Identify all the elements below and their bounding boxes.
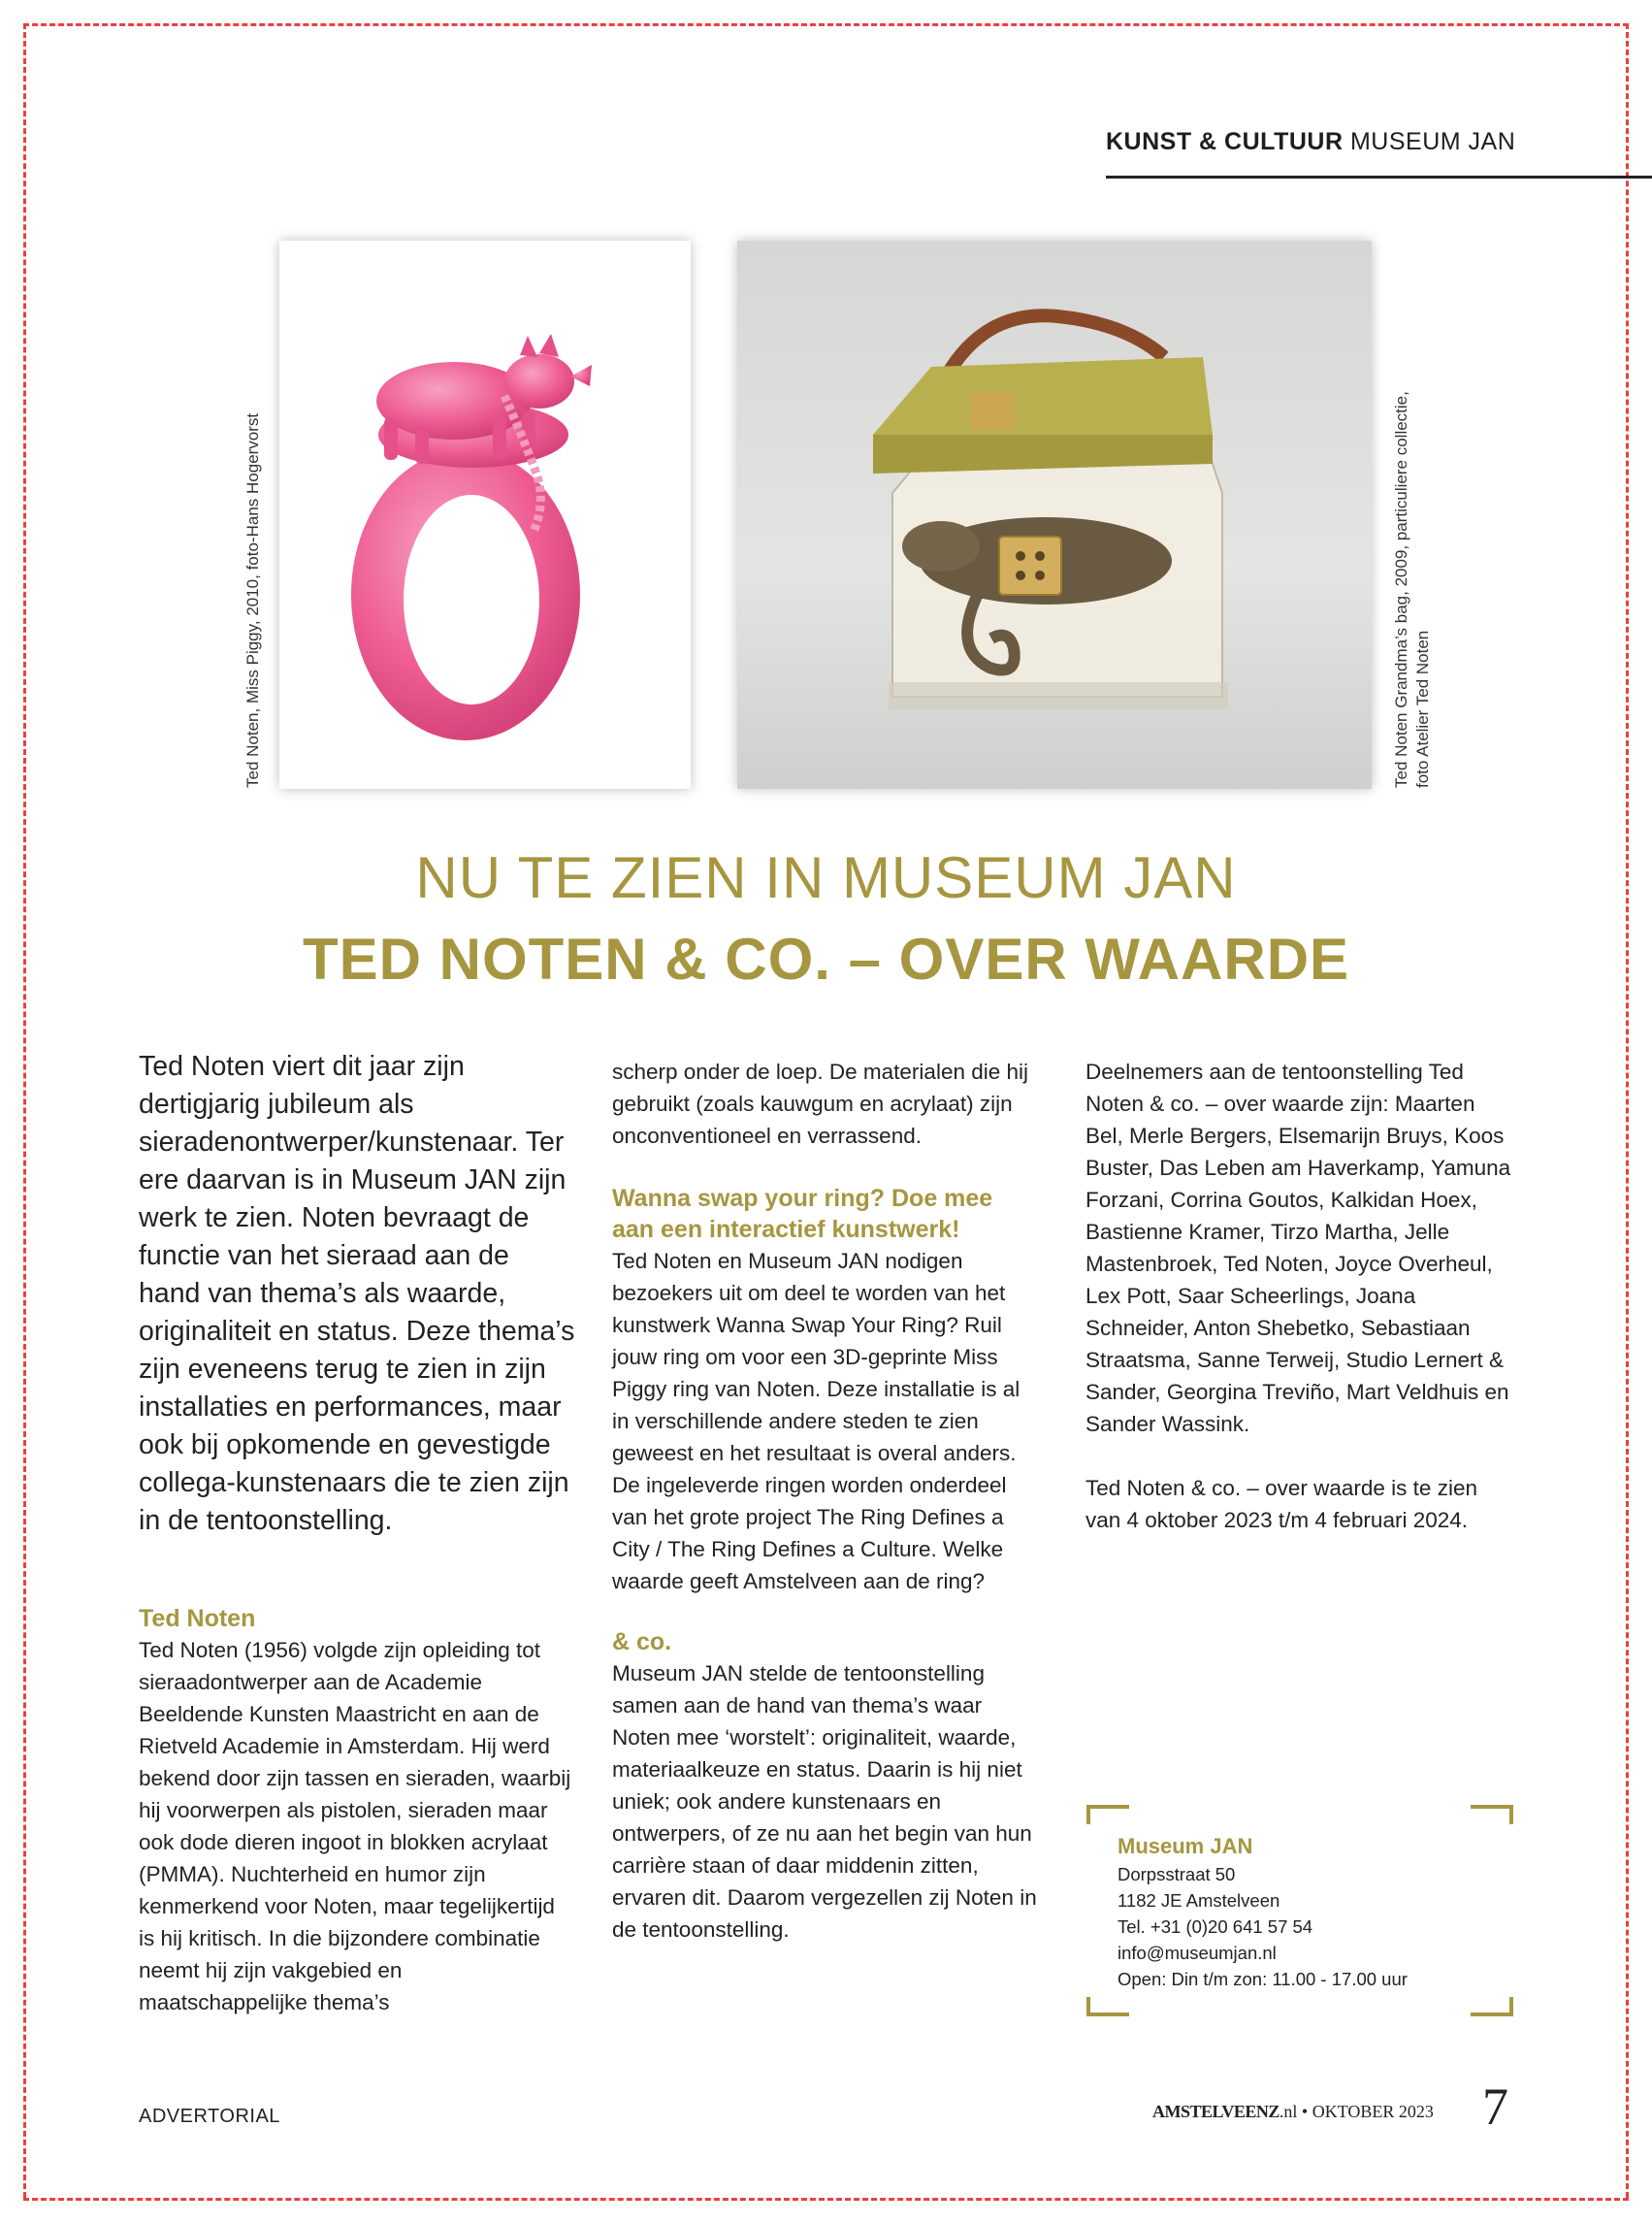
bag-photo xyxy=(737,241,1372,789)
ted-noten-text: Ted Noten (1956) volgde zijn opleiding tot sieraadontwerper aan de Academie Beeldende Kunsten Maastricht en aan de Rietveld Academie in Amsterdam. Hij werd bekend door zijn tassen en sieraden, waarbij hij voorwerpen als pistolen, sieraden maar ook dode dieren ingoot in blokken acrylaat (PMMA). Nuchterheid en humor zijn kenmerkend voor Noten, maar tegelijkertijd is hij kritisch. In die bijzondere combinatie neemt hij zijn vakgebied en maatschappelijke thema’s xyxy=(139,1638,571,2014)
museum-email: info@museumjan.nl xyxy=(1118,1943,1277,1963)
co-heading: & co. xyxy=(612,1628,672,1655)
ted-noten-section xyxy=(139,1603,575,2018)
headline: TED NOTEN & CO. – OVER WAARDE xyxy=(302,927,1350,992)
co-text: Museum JAN stelde de tentoonstelling samen aan de hand van thema’s waar Noten mee ‘worstelt’: originaliteit, waarde, materiaalkeuze en status. Daarin is hij niet uniek; ook andere kunstenaars en ontwerpers, of ze nu aan het begin van hun carrière staan of daar middenin zitten, ervaren dit. Daarom vergezellen zij Noten in de tentoonstelling. xyxy=(612,1661,1037,1942)
cut-border-bottom xyxy=(23,2198,1629,2201)
museum-info-box xyxy=(1086,1805,1513,2016)
participants-text: Deelnemers aan de tentoonstelling Ted Noten & co. – over waarde zijn: Maarten Bel, Merle Bergers, Elsemarijn Bruys, Koos Buster, Das Leben am Haverkamp, Yamuna Forzani, Corrina Goutos, Kalkidan Hoex, Bastienne Kramer, Tirzo Martha, Jelle Mastenbroek, Ted Noten, Joyce Overheul, Lex Pott, Saar Scheerlings, Joana Schneider, Anton Shebetko, Sebastiaan Straatsma, Sanne Terweij, Studio Lernert & Sander, Georgina Treviño, Mart Veldhuis en Sander Wassink. xyxy=(1085,1060,1511,1436)
magazine-suffix: .nl xyxy=(1279,2102,1298,2121)
magazine-footer xyxy=(1152,2102,1434,2122)
ted-noten-heading: Ted Noten xyxy=(139,1605,256,1632)
magazine-name: AMSTELVEENZ xyxy=(1152,2102,1279,2121)
frame-corner xyxy=(1086,1997,1129,2016)
continued-text: scherp onder de loep. De materialen die hij gebruikt (zoals kauwgum en acrylaat) zijn onconventioneel en verrassend. xyxy=(612,1060,1029,1148)
bag-caption xyxy=(1391,391,1434,788)
bag-caption-line2: foto Atelier Ted Noten xyxy=(1413,630,1432,788)
issue-date: • OKTOBER 2023 xyxy=(1301,2102,1434,2121)
pig-ring-image xyxy=(279,241,691,789)
ring-caption: Ted Noten, Miss Piggy, 2010, foto-Hans Hogervorst xyxy=(243,412,262,788)
lead-paragraph: Ted Noten viert dit jaar zijn dertigjarig jubileum als sieradenontwerper/kunstenaar. Ter ere daarvan is in Museum JAN zijn werk te zien. Noten bevraagt de functie van het sieraad aan de hand van thema’s als waarde, originaliteit en status. Deze thema’s zijn eveneens terug te zien in zijn installaties en performances, maar ook bij opkomende en gevestigde collega-kunstenaars die te zien zijn in de tentoonstelling. xyxy=(139,1051,575,1536)
page-number: 7 xyxy=(1482,2078,1508,2136)
section-category: KUNST & CULTUUR xyxy=(1106,128,1344,155)
section-rule xyxy=(1106,176,1652,179)
swap-text: Ted Noten en Museum JAN nodigen bezoekers uit om deel te worden van het kunstwerk Wanna Swap Your Ring? Ruil jouw ring om voor een 3D-geprinte Miss Piggy ring van Noten. Deze installatie is al in verschillende andere steden te zien geweest en het resultaat is overal anders. De ingeleverde ringen worden onderdeel van het grote project The Ring Defines a City / The Ring Defines a Culture. Welke waarde geeft Amstelveen aan de ring? xyxy=(612,1249,1020,1593)
ring-photo xyxy=(279,241,691,789)
kicker: NU TE ZIEN IN MUSEUM JAN xyxy=(415,845,1237,910)
bag-caption-line1: Ted Noten Grandma’s bag, 2009, particuliere collectie, xyxy=(1392,391,1410,788)
museum-street: Dorpsstraat 50 xyxy=(1118,1864,1236,1884)
frame-corner xyxy=(1471,1997,1513,2016)
column-2 xyxy=(612,1056,1039,1946)
section-header xyxy=(1106,128,1515,156)
museum-name: Museum JAN xyxy=(1118,1834,1253,1858)
cut-border-top xyxy=(23,23,1629,26)
cut-border-left xyxy=(23,23,26,2198)
chameleon-bag-image xyxy=(737,241,1372,789)
swap-heading: Wanna swap your ring? Doe mee aan een interactief kunstwerk! xyxy=(612,1185,993,1243)
advertorial-label: ADVERTORIAL xyxy=(139,2106,280,2127)
museum-phone: Tel. +31 (0)20 641 57 54 xyxy=(1118,1916,1313,1937)
column-3 xyxy=(1085,1056,1512,1536)
museum-hours: Open: Din t/m zon: 11.00 - 17.00 uur xyxy=(1118,1969,1408,1989)
cut-border-right xyxy=(1626,23,1629,2198)
frame-corner xyxy=(1086,1805,1129,1824)
museum-city: 1182 JE Amstelveen xyxy=(1118,1890,1280,1911)
section-name: MUSEUM JAN xyxy=(1349,128,1516,155)
dates-text: Ted Noten & co. – over waarde is te zien van 4 oktober 2023 t/m 4 februari 2024. xyxy=(1085,1476,1477,1532)
frame-corner xyxy=(1471,1805,1513,1824)
